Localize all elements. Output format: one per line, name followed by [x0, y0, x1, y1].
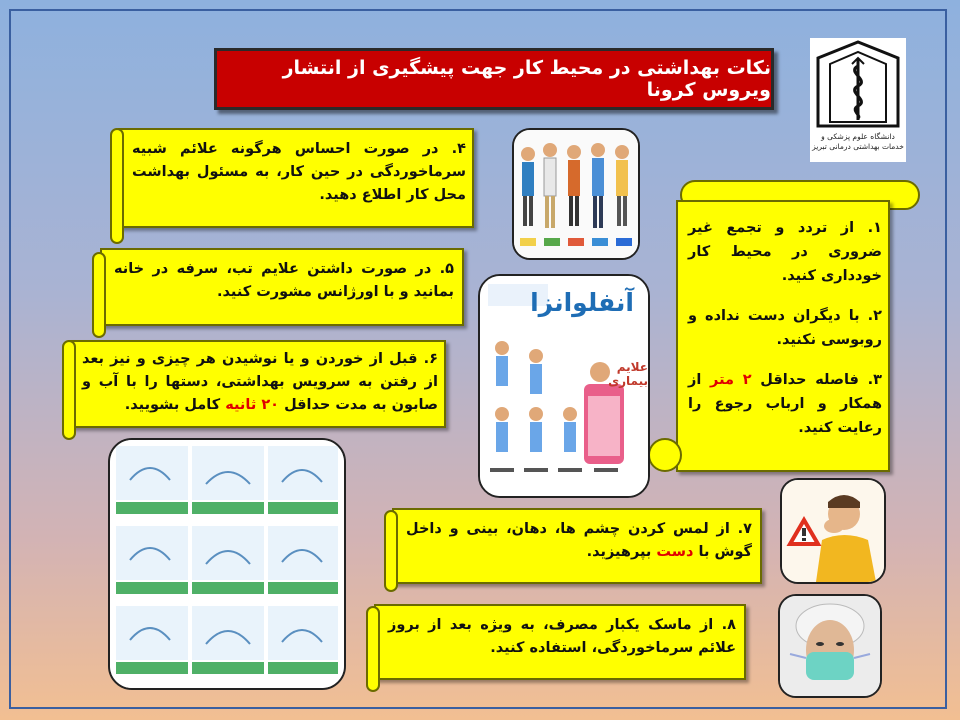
- tip4-scroll: [118, 128, 474, 228]
- logo-caption-line2: خدمات بهداشتی درمانی تبریز: [812, 142, 904, 151]
- logo-caption: [810, 132, 906, 152]
- handwashing-steps-grid: [110, 440, 344, 688]
- tip8-scroll-roll: [366, 606, 380, 692]
- coughing-man-image: [780, 478, 886, 584]
- tip1-text: ۱. از تردد و تجمع غیر ضروری در محیط کار خودداری کنید.: [688, 220, 882, 284]
- people-illustration: [512, 128, 640, 260]
- university-emblem-icon: [810, 38, 906, 132]
- tip6-text: [82, 348, 438, 417]
- tip5-scroll: [100, 248, 464, 326]
- tip6-scroll-roll: [62, 340, 76, 440]
- tips123-scroll-curl-icon: [648, 438, 682, 472]
- handwashing-steps: [108, 438, 346, 690]
- tip3-text-part1: ۳. فاصله حداقل: [751, 372, 882, 388]
- flu-poster-subtitle: علایم بیماری: [608, 360, 648, 388]
- logo-caption-line1: دانشگاه علوم پزشکی و: [821, 132, 895, 141]
- page-title: نکات بهداشتی در محیط کار جهت پیشگیری از انتشار ویروس کرونا: [282, 57, 771, 101]
- tip7-scroll-roll: [384, 510, 398, 592]
- coughing-man-icon: [782, 480, 884, 582]
- tips123-scroll: [676, 200, 890, 472]
- masked-person-icon: [780, 596, 880, 696]
- tip5-text: ۵. در صورت داشتن علایم تب، سرفه در خانه بمانید و با اورژانس مشورت کنید.: [114, 261, 454, 300]
- tip7-text: [406, 518, 752, 564]
- university-logo: [810, 38, 906, 162]
- masked-person-image: [778, 594, 882, 698]
- title-banner: [214, 48, 774, 110]
- flu-symptoms-poster: [478, 274, 650, 498]
- tip3-text: [688, 368, 882, 440]
- people-group-icon: [514, 130, 638, 258]
- tip7-text-part1: ۷. از لمس کردن چشم ها، دهان، بینی و داخل گوش با: [406, 521, 752, 560]
- tip5-scroll-roll: [92, 252, 106, 338]
- tips123-text: [688, 216, 882, 440]
- tip6-highlight: ۲۰ ثانیه: [225, 397, 280, 413]
- tip7-highlight: دست: [656, 544, 694, 560]
- tip4-text: ۴. در صورت احساس هرگونه علائم شبیه سرماخوردگی در حین کار، به مسئول بهداشت محل کار اطلاع دهید.: [132, 141, 466, 203]
- tip6-scroll: [68, 340, 446, 428]
- flu-poster-title: آنفلوانزا: [530, 288, 634, 317]
- tip7-text-part2: بپرهیزید.: [586, 544, 657, 560]
- tip6-text-part1: ۶. قبل از خوردن و یا نوشیدن هر چیزی و نیز بعد از رفتن به سرویس بهداشتی، دستها را با آب و صابون به مدت حداقل: [82, 351, 438, 413]
- tip8-scroll: [374, 604, 746, 680]
- tip2-text: ۲. با دیگران دست نداده و روبوسی نکنید.: [688, 308, 882, 348]
- tip8-text: ۸. از ماسک یکبار مصرف، به ویژه بعد از بروز علائم سرماخوردگی، استفاده کنید.: [388, 617, 736, 656]
- tip3-highlight: ۲ متر: [710, 372, 752, 388]
- tip4-scroll-roll: [110, 128, 124, 244]
- tip7-scroll: [392, 508, 762, 584]
- tip6-text-part2: کامل بشویید.: [124, 397, 226, 413]
- tip3-text-part2: از همکار و ارباب رجوع را رعایت کنید.: [688, 372, 882, 436]
